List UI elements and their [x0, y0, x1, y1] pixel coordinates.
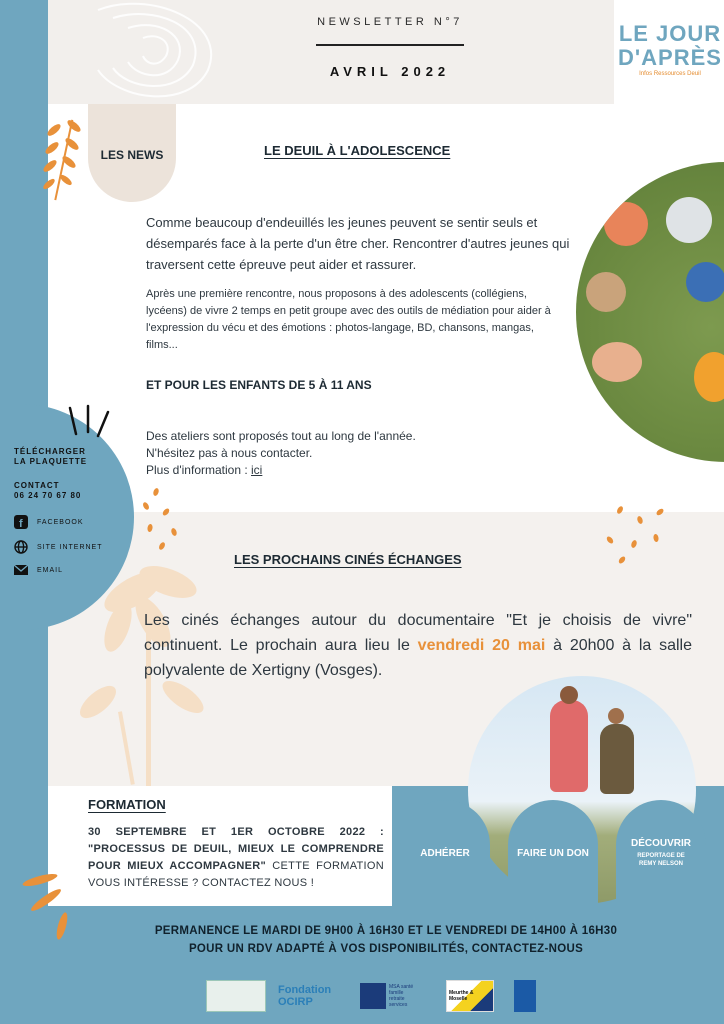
download-line-2: LA PLAQUETTE [14, 457, 88, 466]
kids-line-1: Des ateliers sont proposés tout au long de l'année. [146, 429, 416, 443]
formation-title: FORMATION [88, 797, 166, 812]
sidebar-item-email[interactable] [14, 562, 63, 578]
photo-person [694, 352, 724, 402]
join-button[interactable] [400, 800, 490, 906]
logo-line-1: LE JOUR [618, 21, 722, 46]
news-tab-label: LES NEWS [100, 148, 164, 162]
mail-icon [14, 563, 28, 577]
partner-logo-caf[interactable] [514, 980, 536, 1012]
opening-hours-line-1: PERMANENCE LE MARDI DE 9H00 À 16H30 ET LE VENDREDI DE 14H00 À 16H30 [154, 925, 618, 937]
meurthe-moselle-logo-text: Meurthe & Moselle [449, 990, 474, 1002]
cine-text [144, 608, 692, 683]
donate-button[interactable] [508, 800, 598, 906]
discover-sub-line-1: REPORTAGE DE [637, 853, 685, 859]
newsletter-number: NEWSLETTER N°7 [317, 16, 463, 28]
leaf-branch-icon [42, 114, 88, 204]
logo-line-2: D'APRÈS [618, 45, 722, 70]
facebook-icon [14, 515, 28, 529]
partner-logos [200, 980, 540, 1014]
partner-logo-meurthe-moselle[interactable] [446, 980, 494, 1012]
kids-line-2: N'hésitez pas à nous contacter. [146, 446, 313, 460]
cine-text-b: à 20h00 à la salle polyvalente de Xertigny (Vosges). [144, 637, 693, 679]
msa-logo-mark [360, 983, 386, 1009]
partner-logo-1[interactable] [206, 980, 266, 1012]
download-brochure-link[interactable] [14, 447, 87, 467]
photo-person-head [608, 708, 624, 724]
download-line-1: TÉLÉCHARGER [14, 447, 86, 456]
kids-text [146, 428, 486, 479]
discover-button[interactable] [616, 800, 706, 906]
opening-hours-line-2: POUR UN RDV ADAPTÉ À VOS DISPONIBILITÉS, CONTACTEZ-NOUS [188, 943, 584, 955]
sidebar-item-label: EMAIL [37, 566, 64, 574]
decorative-dots [600, 500, 680, 570]
kids-line-3-text: Plus d'information : [146, 463, 252, 477]
logo-subtitle: Infos Ressources Deuil [639, 71, 701, 77]
brand-logo[interactable] [618, 22, 722, 77]
kids-line-3 [146, 462, 486, 479]
opening-hours [48, 922, 724, 958]
kids-title: ET POUR LES ENFANTS DE 5 À 11 ANS [146, 378, 372, 392]
cine-title: LES PROCHAINS CINÉS ÉCHANGES [234, 552, 462, 567]
msa-logo-text: MSA santé famille retraite services [389, 984, 414, 1008]
sidebar-item-label: SITE INTERNET [37, 543, 103, 551]
join-button-label: ADHÉRER [420, 847, 470, 859]
formation-bold: 30 SEPTEMBRE ET 1ER OCTOBRE 2022 : "PROCESSUS DE DEUIL, MIEUX LE COMPRENDRE POUR MIEUX ACCOMPAGNER" [88, 826, 384, 872]
contact-phone[interactable]: 06 24 70 67 80 [14, 491, 82, 500]
news-details: Après une première rencontre, nous proposons à des adolescents (collégiens, lycéens) de vivre 2 temps en petit groupe avec des outils de médiation pour aider à l'expression du vécu et des émotions : photos-langage, BD, chansons, mangas, films... [146, 288, 551, 351]
header-divider [316, 44, 464, 46]
partner-logo-msa[interactable] [360, 980, 420, 1012]
photo-person [586, 272, 626, 312]
photo-person [592, 342, 642, 382]
photo-person [550, 700, 588, 792]
photo-person-head [560, 686, 578, 704]
svg-text:f: f [19, 518, 23, 529]
discover-sub-line-2: REMY NELSON [639, 861, 683, 867]
sidebar-item-website[interactable] [14, 539, 103, 555]
kids-info-link[interactable]: ici [251, 463, 263, 477]
photo-person [666, 197, 712, 243]
newsletter-date: AVRIL 2022 [329, 64, 451, 79]
discover-button-sub [637, 852, 685, 868]
decorative-dots [136, 484, 196, 554]
contact-label: CONTACT [14, 481, 60, 490]
sidebar-item-facebook[interactable] [14, 514, 84, 530]
sidebar-item-label: FACEBOOK [37, 518, 84, 526]
cine-date-highlight: vendredi 20 mai [417, 637, 546, 654]
news-title: LE DEUIL À L'ADOLESCENCE [264, 143, 451, 158]
decorative-strokes-icon [62, 404, 122, 444]
partner-logo-ocirp[interactable] [278, 980, 340, 1012]
formation-text [88, 824, 384, 892]
cine-text-a: Les cinés échanges autour du documentaire "Et je choisis de vivre" continuent. Le prochain aura lieu le [144, 612, 692, 654]
news-intro: Comme beaucoup d'endeuillés les jeunes peuvent se sentir seuls et désemparés face à la perte d'un être cher. Rencontrer d'autres jeunes qui traversent cette épreuve peut aider et rassurer. [146, 215, 570, 272]
formation-rest: CETTE FORMATION VOUS INTÉRESSE ? CONTACTEZ NOUS ! [88, 860, 384, 889]
photo-person [600, 724, 634, 794]
photo-person [604, 202, 648, 246]
globe-icon [14, 540, 28, 554]
ocirp-logo-text: Fondation OCIRP [278, 984, 332, 1008]
discover-button-label: DÉCOUVRIR [630, 838, 691, 849]
contact-block [14, 481, 81, 501]
photo-person [686, 262, 724, 302]
donate-button-label: FAIRE UN DON [517, 847, 589, 859]
